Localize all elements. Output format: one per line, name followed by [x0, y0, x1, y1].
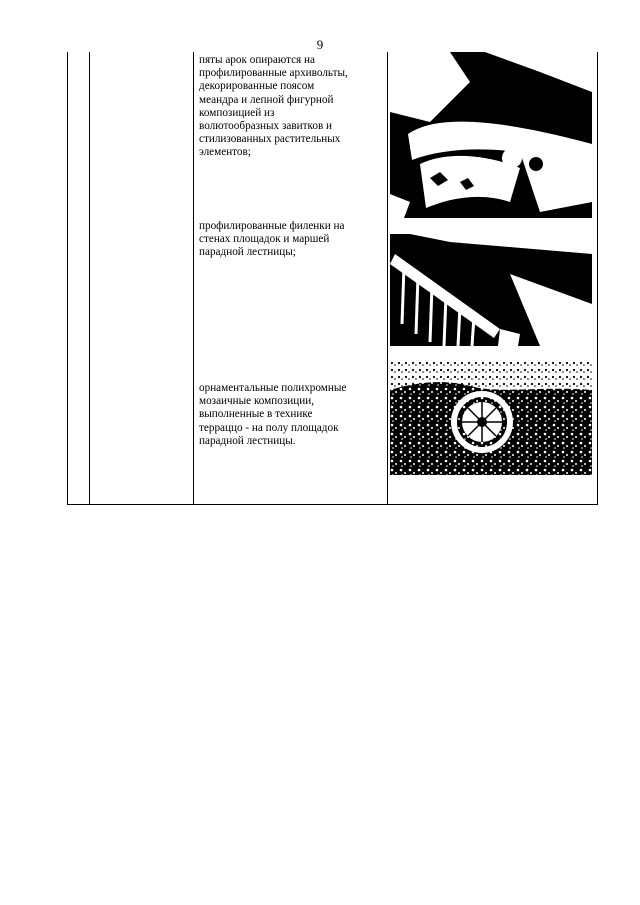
text-line: мозаичные композиции, — [199, 395, 315, 408]
text-line: орнаментальные полихромные — [199, 382, 347, 394]
text-line: меандра и лепной фигурной — [199, 93, 334, 106]
row-1-description — [199, 54, 379, 160]
text-line: элементов; — [199, 146, 251, 159]
text-line: композицией из — [199, 106, 275, 119]
text-line: профилированные филенки на — [199, 220, 345, 232]
text-line: волютообразных завитков и — [199, 120, 333, 133]
table-border-right — [597, 52, 598, 504]
page-number: 9 — [316, 37, 324, 52]
text-line: стилизованных растительных — [199, 133, 341, 146]
text-line: пяты арок опираются на — [199, 54, 315, 66]
text-line: профилированные архивольты, — [199, 67, 348, 80]
text-line: терраццо - на полу площадок — [199, 421, 339, 434]
table-column-divider — [193, 52, 194, 504]
table-border-left — [67, 52, 68, 504]
terrazzo-mosaic-floor-photo — [390, 360, 592, 475]
table-column-divider — [89, 52, 90, 504]
staircase-panels-photo — [390, 234, 592, 346]
text-line: парадной лестницы. — [199, 434, 296, 447]
text-line: парадной лестницы; — [199, 246, 296, 259]
row-3-description — [199, 382, 379, 448]
text-line: декорированные поясом — [199, 80, 315, 93]
arch-stucco-detail-photo — [390, 52, 592, 218]
row-2-description — [199, 220, 379, 260]
table-column-divider — [387, 52, 388, 504]
text-line: стенах площадок и маршей — [199, 233, 330, 246]
text-line: выполненные в технике — [199, 408, 313, 421]
